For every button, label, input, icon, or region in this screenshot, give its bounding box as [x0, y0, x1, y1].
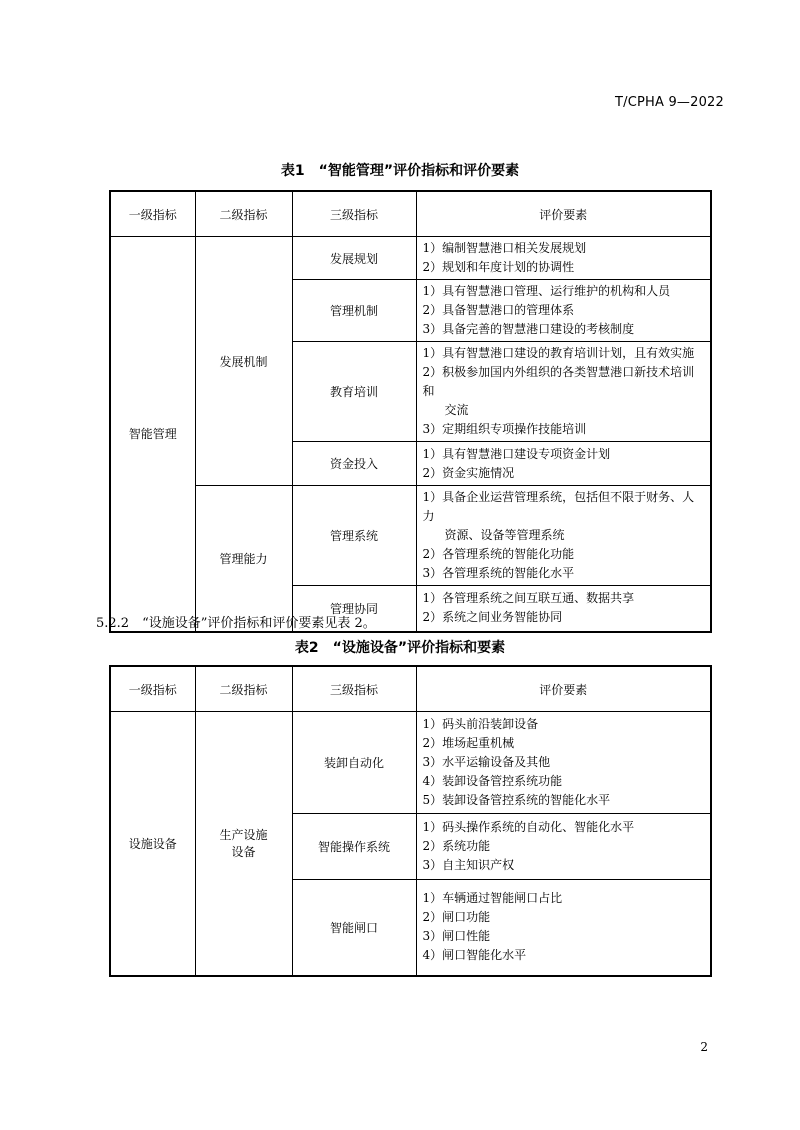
requirement-item: 4）装卸设备管控系统功能	[422, 774, 563, 788]
section-paragraph: 5.2.2 “设施设备”评价指标和评价要素见表 2。	[96, 616, 376, 631]
requirement-item: 2）具备智慧港口的管理体系	[422, 303, 575, 317]
table2-level2-line: 设备	[231, 845, 256, 860]
table2-level3-cell: 装卸自动化	[292, 712, 416, 814]
document-code: T/CPHA 9—2022	[615, 95, 724, 110]
requirement-item: 4）闸口智能化水平	[422, 948, 527, 963]
table1-level1-cell: 智能管理	[110, 237, 195, 632]
requirement-item: 2）闸口功能	[422, 910, 491, 925]
requirement-item: 2）积极参加国内外组织的各类智慧港口新技术培训和	[422, 365, 695, 398]
table1-header-level2: 二级指标	[195, 191, 292, 237]
table1-requirements-cell	[416, 486, 711, 586]
requirement-item: 2）堆场起重机械	[422, 736, 515, 750]
table1-level2-cell: 管理能力	[195, 486, 292, 632]
requirement-item: 5）装卸设备管控系统的智能化水平	[422, 793, 611, 807]
table1-header-row	[110, 191, 711, 237]
table2-level2-line: 生产设施	[219, 828, 268, 843]
table1-requirements-cell	[416, 280, 711, 342]
requirement-item-continuation: 交流	[444, 403, 469, 417]
table1-caption: 表1 “智能管理”评价指标和评价要素	[280, 163, 520, 179]
requirement-item: 1）具备企业运营管理系统，包括但不限于财务、人力	[422, 490, 695, 523]
requirement-item: 1）具有智慧港口建设的教育培训计划，且有效实施	[422, 346, 695, 360]
table-row	[110, 712, 711, 814]
table-row	[110, 237, 711, 280]
table1-level3-cell: 资金投入	[292, 442, 416, 486]
table1-header-requirements: 评价要素	[416, 191, 711, 237]
table1-requirements-cell	[416, 342, 711, 442]
table2-requirements-cell	[416, 712, 711, 814]
requirement-item: 1）各管理系统之间互联互通、数据共享	[422, 591, 635, 606]
requirement-item: 1）具有智慧港口建设专项资金计划	[422, 446, 611, 461]
table2-level2-cell	[195, 712, 292, 976]
page-number: 2	[700, 1040, 708, 1054]
table1-level3-cell: 发展规划	[292, 237, 416, 280]
requirement-item: 3）具备完善的智慧港口建设的考核制度	[422, 322, 635, 336]
table2-caption: 表2 “设施设备”评价指标和要素	[294, 640, 506, 656]
table1-level3-cell: 管理系统	[292, 486, 416, 586]
table2-requirements-cell	[416, 814, 711, 880]
requirement-item: 2）资金实施情况	[422, 465, 515, 480]
table2-level1-cell: 设施设备	[110, 712, 195, 976]
requirement-item: 2）规划和年度计划的协调性	[422, 260, 575, 274]
table2-header-level2: 二级指标	[195, 666, 292, 712]
table1-level2-cell: 发展机制	[195, 237, 292, 486]
requirement-item: 1）码头操作系统的自动化、智能化水平	[422, 820, 635, 834]
requirement-item: 2）各管理系统的智能化功能	[422, 547, 575, 561]
table-row	[110, 486, 711, 586]
table2-header-requirements: 评价要素	[416, 666, 711, 712]
requirement-item: 1）车辆通过智能闸口占比	[422, 891, 563, 906]
requirement-item: 2）系统之间业务智能协同	[422, 610, 563, 625]
requirement-item: 1）码头前沿装卸设备	[422, 717, 539, 731]
requirement-item: 1）具有智慧港口管理、运行维护的机构和人员	[422, 284, 671, 298]
table1-level3-cell: 管理协同	[292, 586, 416, 632]
table1-level3-cell: 教育培训	[292, 342, 416, 442]
requirement-item: 3）闸口性能	[422, 929, 491, 944]
requirement-item: 3）定期组织专项操作技能培训	[422, 422, 587, 436]
table2-requirements-cell	[416, 880, 711, 976]
table1	[109, 190, 712, 633]
table1-requirements-cell	[416, 237, 711, 280]
requirement-item: 2）系统功能	[422, 839, 491, 853]
table1-requirements-cell	[416, 586, 711, 632]
table2-header-level3: 三级指标	[292, 666, 416, 712]
requirement-item: 3）水平运输设备及其他	[422, 755, 551, 769]
table1-header-level3: 三级指标	[292, 191, 416, 237]
table2-level3-cell: 智能闸口	[292, 880, 416, 976]
table1-requirements-cell	[416, 442, 711, 486]
table1-header-level1: 一级指标	[110, 191, 195, 237]
requirement-item: 3）自主知识产权	[422, 858, 515, 872]
table1-level3-cell: 管理机制	[292, 280, 416, 342]
requirement-item: 3）各管理系统的智能化水平	[422, 566, 575, 580]
requirement-item-continuation: 资源、设备等管理系统	[444, 528, 565, 542]
table2	[109, 665, 712, 977]
table2-header-level1: 一级指标	[110, 666, 195, 712]
requirement-item: 1）编制智慧港口相关发展规划	[422, 241, 587, 255]
table2-level3-cell: 智能操作系统	[292, 814, 416, 880]
table2-header-row	[110, 666, 711, 712]
